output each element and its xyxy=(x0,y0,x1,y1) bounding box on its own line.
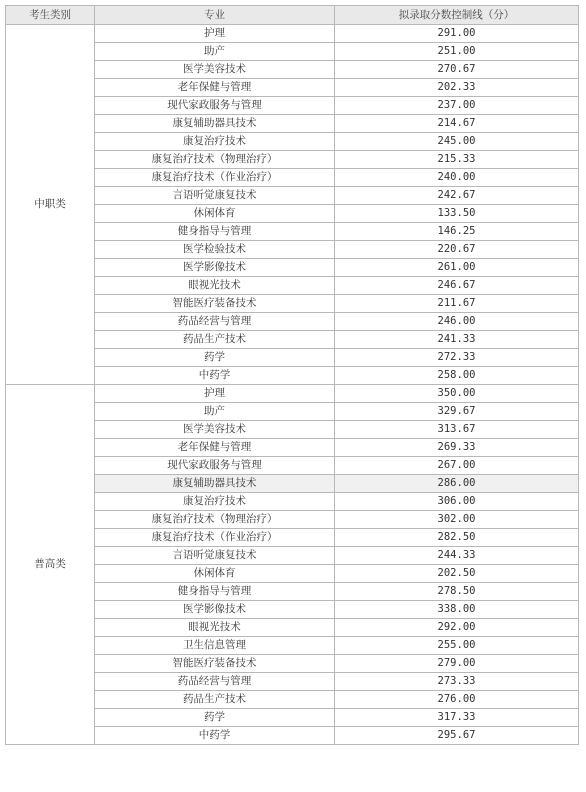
score-cell: 313.67 xyxy=(335,421,579,439)
table-row xyxy=(6,385,579,403)
major-cell: 康复治疗技术（作业治疗） xyxy=(95,529,335,547)
score-cell: 146.25 xyxy=(335,223,579,241)
major-cell: 健身指导与管理 xyxy=(95,583,335,601)
major-cell: 医学检验技术 xyxy=(95,241,335,259)
major-cell: 药品生产技术 xyxy=(95,691,335,709)
score-cell: 292.00 xyxy=(335,619,579,637)
score-cell: 242.67 xyxy=(335,187,579,205)
major-cell: 药学 xyxy=(95,709,335,727)
category-cell: 中职类 xyxy=(6,25,95,385)
major-cell: 助产 xyxy=(95,43,335,61)
score-cell: 329.67 xyxy=(335,403,579,421)
major-cell: 眼视光技术 xyxy=(95,277,335,295)
major-cell: 中药学 xyxy=(95,367,335,385)
score-cell: 220.67 xyxy=(335,241,579,259)
major-cell: 医学美容技术 xyxy=(95,421,335,439)
table-header-row xyxy=(6,6,579,25)
score-cell: 282.50 xyxy=(335,529,579,547)
major-cell: 医学影像技术 xyxy=(95,601,335,619)
score-cell: 273.33 xyxy=(335,673,579,691)
score-cell: 241.33 xyxy=(335,331,579,349)
major-cell: 康复治疗技术 xyxy=(95,493,335,511)
major-cell: 老年保健与管理 xyxy=(95,439,335,457)
major-cell: 康复辅助器具技术 xyxy=(95,115,335,133)
major-cell: 现代家政服务与管理 xyxy=(95,97,335,115)
score-cell: 211.67 xyxy=(335,295,579,313)
major-cell: 医学影像技术 xyxy=(95,259,335,277)
score-cell: 276.00 xyxy=(335,691,579,709)
table-row xyxy=(6,25,579,43)
score-cell: 246.00 xyxy=(335,313,579,331)
score-cell: 251.00 xyxy=(335,43,579,61)
score-cell: 306.00 xyxy=(335,493,579,511)
score-cell: 215.33 xyxy=(335,151,579,169)
major-cell: 眼视光技术 xyxy=(95,619,335,637)
category-cell: 普高类 xyxy=(6,385,95,745)
major-cell: 医学美容技术 xyxy=(95,61,335,79)
score-cell: 317.33 xyxy=(335,709,579,727)
score-cell: 237.00 xyxy=(335,97,579,115)
score-cell: 214.67 xyxy=(335,115,579,133)
score-cell: 244.33 xyxy=(335,547,579,565)
header-category: 考生类别 xyxy=(6,6,95,25)
major-cell: 言语听觉康复技术 xyxy=(95,187,335,205)
major-cell: 老年保健与管理 xyxy=(95,79,335,97)
header-major: 专业 xyxy=(95,6,335,25)
score-cell: 338.00 xyxy=(335,601,579,619)
score-cell: 270.67 xyxy=(335,61,579,79)
major-cell: 康复辅助器具技术 xyxy=(95,475,335,493)
score-cell: 272.33 xyxy=(335,349,579,367)
major-cell: 智能医疗装备技术 xyxy=(95,655,335,673)
major-cell: 现代家政服务与管理 xyxy=(95,457,335,475)
score-cell: 278.50 xyxy=(335,583,579,601)
score-cell: 255.00 xyxy=(335,637,579,655)
score-cell: 133.50 xyxy=(335,205,579,223)
score-cell: 261.00 xyxy=(335,259,579,277)
major-cell: 康复治疗技术 xyxy=(95,133,335,151)
table-body xyxy=(6,25,579,745)
major-cell: 康复治疗技术（物理治疗） xyxy=(95,511,335,529)
score-cell: 267.00 xyxy=(335,457,579,475)
major-cell: 休闲体育 xyxy=(95,565,335,583)
score-cell: 246.67 xyxy=(335,277,579,295)
score-cell: 291.00 xyxy=(335,25,579,43)
score-cell: 350.00 xyxy=(335,385,579,403)
major-cell: 智能医疗装备技术 xyxy=(95,295,335,313)
major-cell: 健身指导与管理 xyxy=(95,223,335,241)
major-cell: 药品经营与管理 xyxy=(95,313,335,331)
score-cell: 240.00 xyxy=(335,169,579,187)
score-cell: 279.00 xyxy=(335,655,579,673)
major-cell: 护理 xyxy=(95,25,335,43)
score-cell: 269.33 xyxy=(335,439,579,457)
score-cell: 202.50 xyxy=(335,565,579,583)
header-score-line: 拟录取分数控制线（分） xyxy=(335,6,579,25)
score-cell: 202.33 xyxy=(335,79,579,97)
score-cell: 245.00 xyxy=(335,133,579,151)
score-table xyxy=(5,5,579,745)
major-cell: 药品经营与管理 xyxy=(95,673,335,691)
major-cell: 助产 xyxy=(95,403,335,421)
score-cell: 258.00 xyxy=(335,367,579,385)
score-cell: 286.00 xyxy=(335,475,579,493)
major-cell: 药品生产技术 xyxy=(95,331,335,349)
major-cell: 药学 xyxy=(95,349,335,367)
score-cell: 295.67 xyxy=(335,727,579,745)
score-cell: 302.00 xyxy=(335,511,579,529)
major-cell: 休闲体育 xyxy=(95,205,335,223)
major-cell: 卫生信息管理 xyxy=(95,637,335,655)
major-cell: 康复治疗技术（物理治疗） xyxy=(95,151,335,169)
major-cell: 中药学 xyxy=(95,727,335,745)
major-cell: 康复治疗技术（作业治疗） xyxy=(95,169,335,187)
major-cell: 护理 xyxy=(95,385,335,403)
major-cell: 言语听觉康复技术 xyxy=(95,547,335,565)
